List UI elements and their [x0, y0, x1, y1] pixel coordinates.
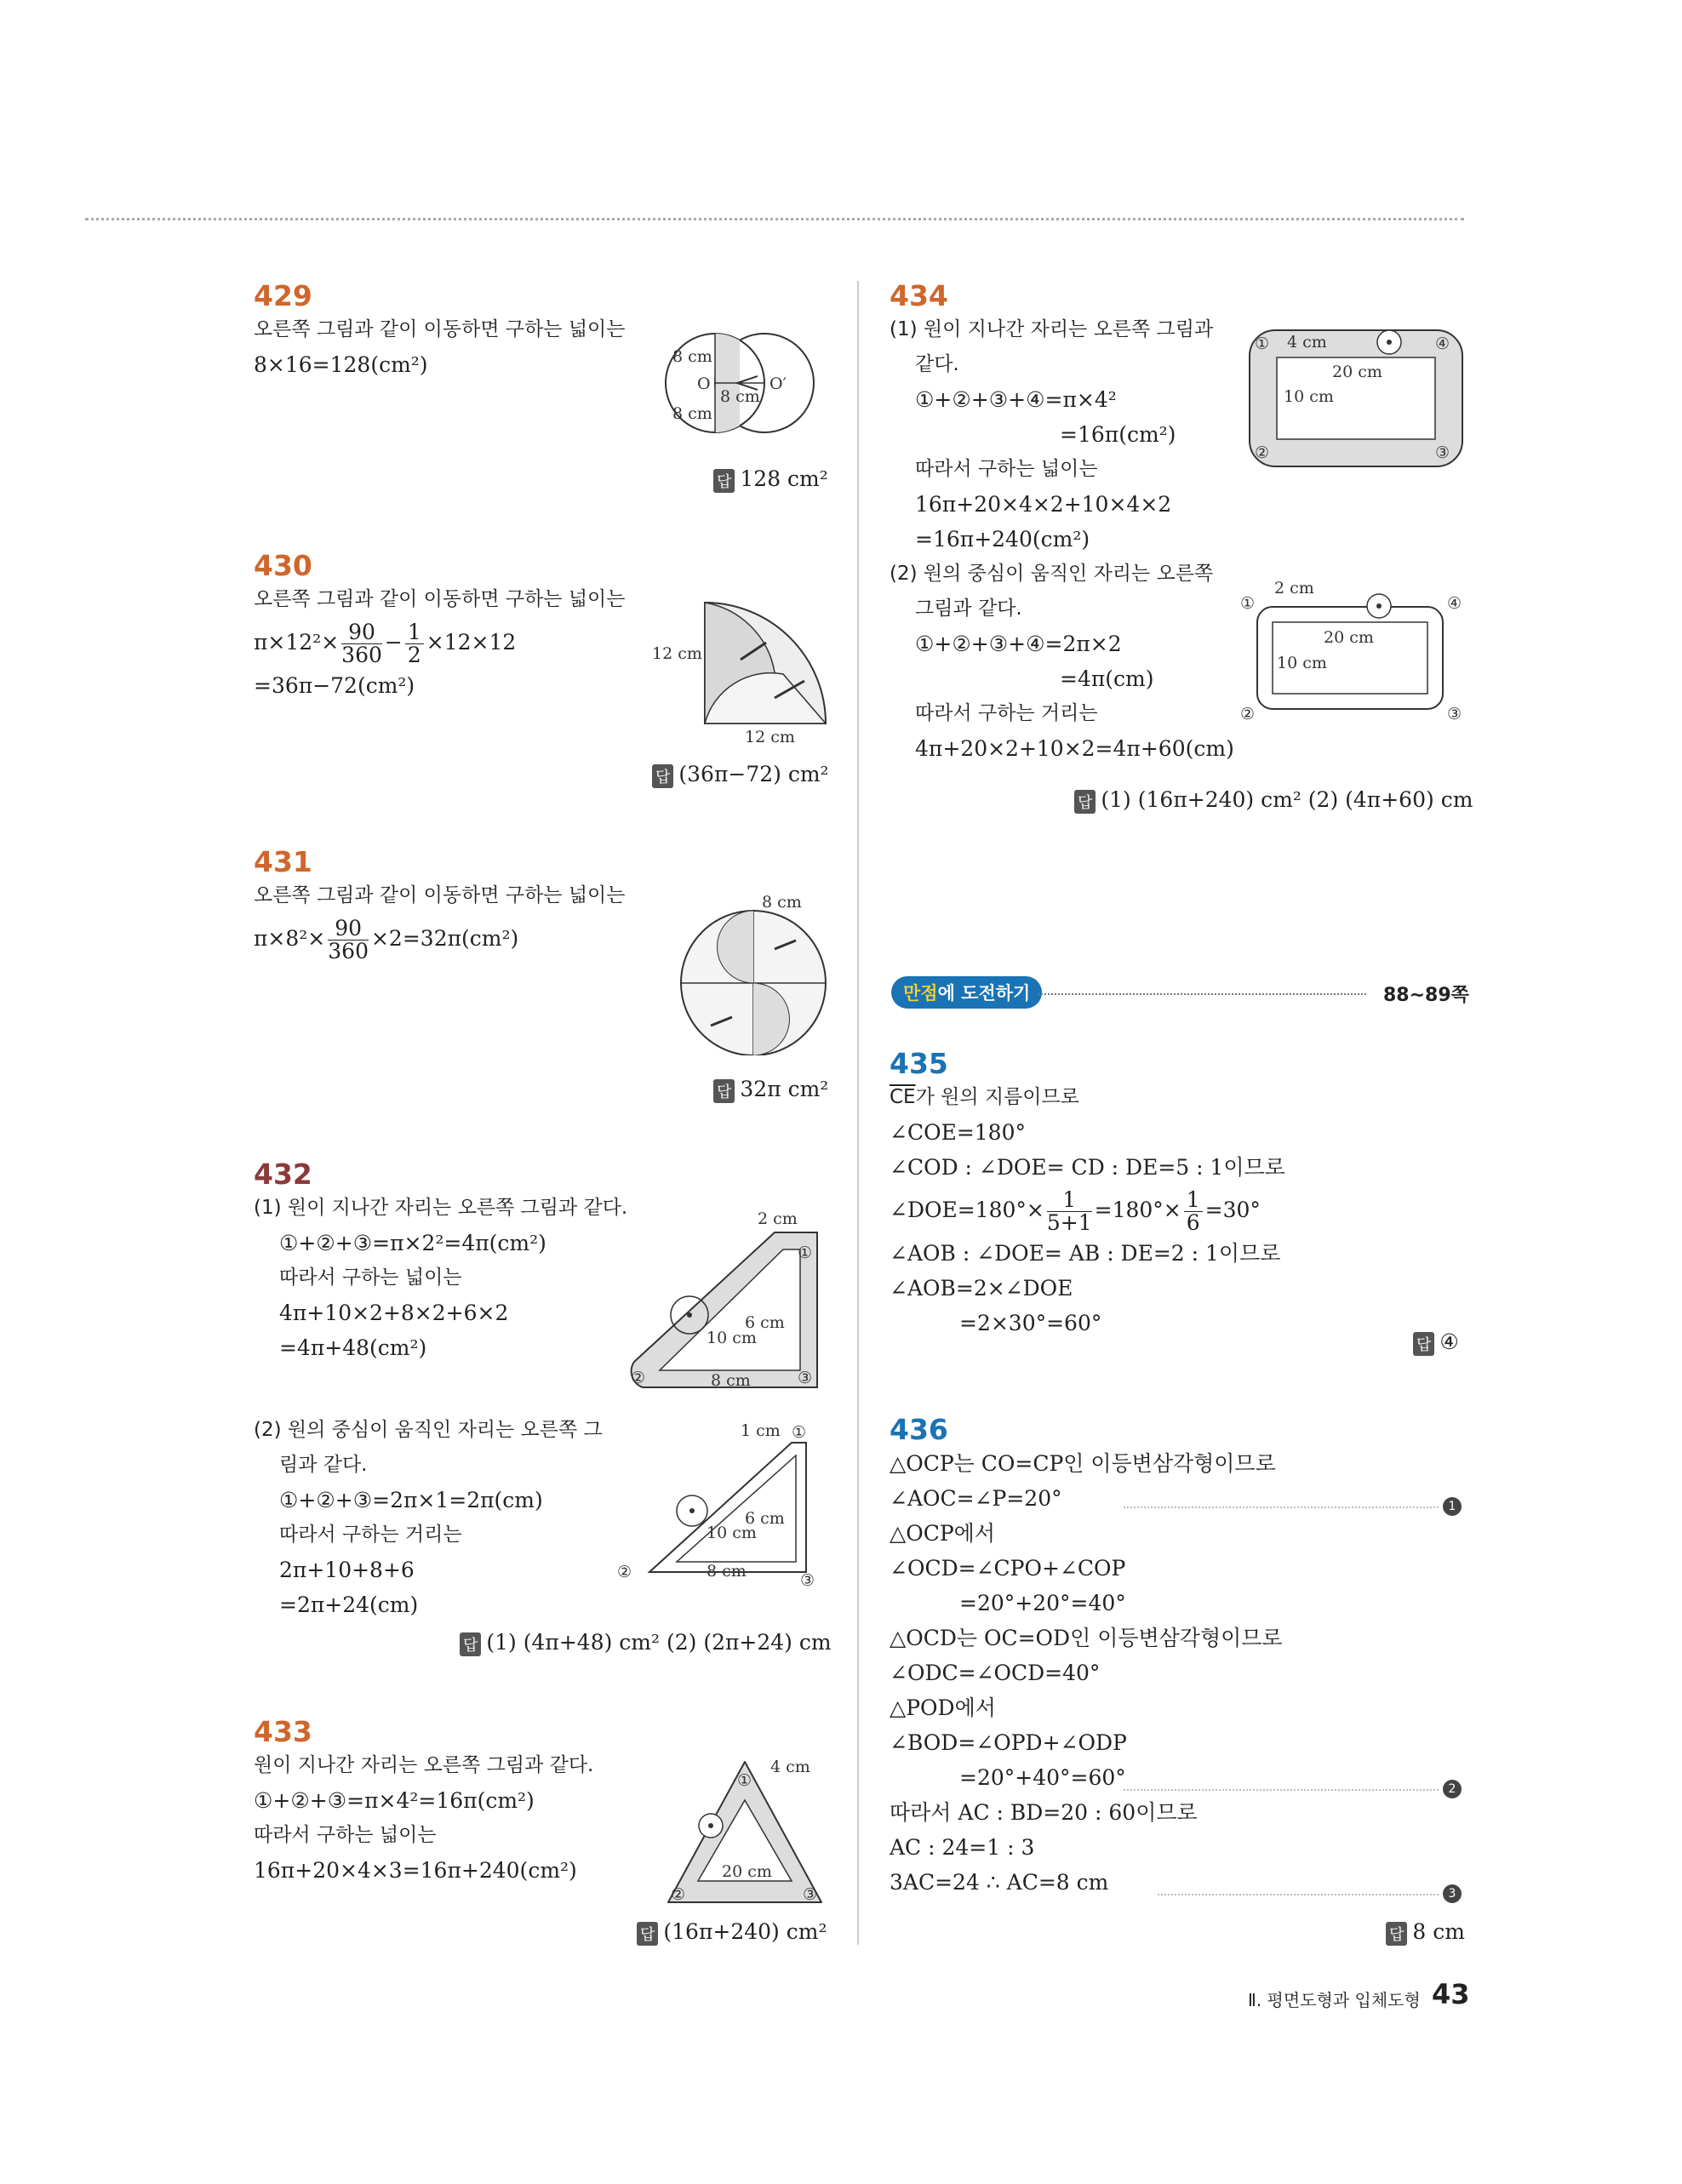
expr: ×2=32π(cm²): [370, 926, 519, 951]
text-line: 4π+10×2+8×2+6×2: [279, 1301, 509, 1325]
top-rule: [85, 218, 1464, 220]
label-6cm: 6 cm: [745, 1313, 785, 1332]
problem-432-part2: [254, 1413, 603, 1622]
problem-433: [254, 1715, 593, 1888]
text-line: 따라서 구하는 넓이는: [254, 1824, 437, 1846]
frac-num: 1: [1184, 1189, 1203, 1212]
problem-number: 434: [890, 279, 948, 312]
problem-432: [254, 1158, 627, 1365]
text-line: 따라서 구하는 거리는: [279, 1524, 462, 1546]
region-3: ③: [798, 1369, 813, 1387]
region-3: ③: [1447, 705, 1462, 723]
problem-434: [890, 279, 1234, 766]
step-mark-1: 1: [1443, 1497, 1462, 1516]
problem-number: 430: [254, 549, 312, 582]
problem-430: [254, 549, 625, 703]
answer-text: 8 cm: [1412, 1919, 1465, 1944]
text-line: ∠COD : ∠DOE= CD : DE=5 : 1이므로: [890, 1155, 1285, 1180]
text-line: 2π+10+8+6: [279, 1558, 415, 1582]
text-line: ①+②+③=2π×1=2π(cm): [279, 1488, 543, 1512]
step-leader: [1124, 1789, 1439, 1791]
answer-label: 답: [460, 1632, 481, 1656]
text-line: [890, 1080, 1285, 1115]
region-1: ①: [792, 1423, 807, 1442]
region-1: ①: [798, 1244, 813, 1262]
problem-number: 432: [254, 1158, 312, 1191]
label-12cm: 12 cm: [745, 728, 795, 746]
text-line: 림과 같다.: [279, 1454, 368, 1476]
frac-num: 90: [328, 918, 369, 940]
text-line: 8×16=128(cm²): [254, 352, 428, 377]
text-line: 따라서 구하는 넓이는: [915, 458, 1098, 480]
label-12cm: 12 cm: [652, 644, 702, 663]
expr: −: [384, 630, 403, 655]
answer-text: (1) (4π+48) cm² (2) (2π+24) cm: [486, 1630, 832, 1655]
label-20cm: 20 cm: [1332, 363, 1382, 381]
badge-text: 에 도전하기: [937, 983, 1031, 1003]
region-3: ③: [1435, 443, 1450, 462]
text-line: 같다.: [915, 353, 959, 375]
expr: π×12²×: [254, 630, 340, 655]
figure-434-2: [1239, 575, 1468, 728]
text-line: =2π+24(cm): [279, 1592, 419, 1617]
label-20cm: 20 cm: [1324, 628, 1374, 647]
region-3: ③: [803, 1885, 818, 1904]
text-line: =2×30°=60°: [959, 1311, 1102, 1335]
region-4: ④: [1435, 334, 1450, 353]
page-number: 43: [1432, 1978, 1470, 2010]
text-line: 원이 지나간 자리는 오른쪽 그림과 같다.: [254, 1754, 594, 1776]
segment: $\overline{CE}$: [890, 1086, 916, 1108]
region-2: ②: [631, 1369, 646, 1387]
text-line: ①+②+③+④=2π×2: [915, 632, 1122, 656]
frac-num: 90: [341, 621, 382, 644]
frac-den: 6: [1186, 1210, 1200, 1235]
text-line: (1) 원이 지나간 자리는 오른쪽 그림과: [890, 318, 1214, 340]
label-O-prime: O′: [769, 374, 787, 393]
label-8cm: 8 cm: [711, 1371, 751, 1390]
text-line: ∠AOB=2×∠DOE: [890, 1276, 1073, 1301]
text-line: ∠OCD=∠CPO+∠COP: [890, 1556, 1126, 1581]
expr: =180°×: [1094, 1198, 1181, 1222]
footer-chapter: Ⅱ. 평면도형과 입체도형: [1248, 1990, 1421, 2010]
text-line: =16π+240(cm²): [915, 527, 1090, 552]
frac-den: 360: [328, 939, 369, 963]
label-1cm: 1 cm: [741, 1421, 781, 1440]
step-leader: [1158, 1894, 1439, 1895]
label-8cm: 8 cm: [720, 387, 760, 406]
label-10cm: 10 cm: [1277, 654, 1327, 672]
text-line: 오른쪽 그림과 같이 이동하면 구하는 넓이는: [254, 884, 626, 906]
step-leader: [1124, 1507, 1439, 1508]
step-mark-2: 2: [1443, 1780, 1462, 1798]
section-badge: [891, 976, 1042, 1009]
text-line: 16π+20×4×3=16π+240(cm²): [254, 1858, 577, 1883]
problem-number: 433: [254, 1715, 312, 1748]
text-line: △OCD는 OC=OD인 이등변삼각형이므로: [890, 1626, 1283, 1650]
text-line: △OCP에서: [890, 1521, 995, 1546]
label-O: O: [697, 374, 711, 393]
expr: ×12×12: [426, 630, 517, 655]
text-line: ∠BOD=∠OPD+∠ODP: [890, 1730, 1127, 1755]
problem-431: [254, 845, 625, 964]
problem-number: 436: [890, 1413, 948, 1446]
label-4cm: 4 cm: [1287, 333, 1327, 352]
text-line: AC : 24=1 : 3: [890, 1835, 1035, 1860]
answer-432: [460, 1630, 832, 1656]
answer-text: (1) (16π+240) cm² (2) (4π+60) cm: [1101, 787, 1473, 812]
region-3: ③: [800, 1571, 815, 1587]
label-8cm: 8 cm: [672, 347, 712, 366]
text-line: 그림과 같다.: [915, 597, 1022, 620]
text-line: ∠AOC=∠P=20°: [890, 1486, 1062, 1511]
figure-430: [647, 596, 834, 749]
answer-label: 답: [713, 1079, 735, 1103]
region-2: ②: [1240, 705, 1256, 723]
text-line: 오른쪽 그림과 같이 이동하면 구하는 넓이는: [254, 318, 626, 340]
section-pages: 88~89쪽: [1383, 985, 1469, 1006]
label-8cm: 8 cm: [762, 894, 802, 912]
answer-text: (16π+240) cm²: [663, 1919, 827, 1944]
figure-432-1: [617, 1209, 834, 1404]
label-10cm: 10 cm: [707, 1524, 757, 1542]
text-line: ∠ODC=∠OCD=40°: [890, 1661, 1101, 1685]
answer-433: [637, 1919, 827, 1946]
problem-436: [890, 1413, 1283, 1900]
answer-434: [1074, 787, 1473, 814]
text-line: (1) 원이 지나간 자리는 오른쪽 그림과 같다.: [254, 1197, 628, 1219]
answer-label: 답: [637, 1922, 658, 1946]
label-20cm: 20 cm: [722, 1862, 772, 1881]
text-line: ∠COE=180°: [890, 1120, 1026, 1145]
figure-432-2: [617, 1417, 834, 1587]
problem-number: 435: [890, 1047, 948, 1080]
section-rule: [1038, 993, 1366, 995]
region-2: ②: [617, 1563, 632, 1581]
answer-431: [713, 1077, 828, 1103]
answer-435: [1413, 1329, 1459, 1356]
answer-429: [713, 466, 828, 493]
column-divider: [857, 281, 859, 1945]
text-line: 3AC=24 ∴ AC=8 cm: [890, 1870, 1109, 1895]
text-line: ∠AOB : ∠DOE= AB : DE=2 : 1이므로: [890, 1241, 1281, 1266]
text-line: [890, 1185, 1285, 1236]
answer-label: 답: [1074, 790, 1096, 814]
text-line: =4π+48(cm²): [279, 1335, 427, 1360]
answer-text: ④: [1439, 1329, 1459, 1354]
region-2: ②: [671, 1885, 686, 1904]
region-1: ①: [1240, 594, 1256, 613]
text-line: =20°+40°=60°: [959, 1765, 1126, 1790]
answer-label: 답: [1413, 1332, 1434, 1356]
text-line: =20°+20°=40°: [959, 1591, 1126, 1615]
frac-den: 2: [407, 643, 421, 667]
text-line: ①+②+③=π×4²=16π(cm²): [254, 1788, 535, 1813]
label-8cm: 8 cm: [672, 404, 712, 423]
label-4cm: 4 cm: [770, 1758, 810, 1776]
text-line: 따라서 구하는 거리는: [915, 702, 1098, 724]
problem-429: [254, 279, 625, 382]
label-10cm: 10 cm: [707, 1329, 757, 1347]
label-10cm: 10 cm: [1284, 387, 1334, 406]
frac-num: 1: [1047, 1189, 1092, 1212]
answer-text: (36π−72) cm²: [678, 762, 829, 786]
answer-430: [652, 762, 829, 788]
problem-number: 429: [254, 279, 312, 312]
figure-434-1: [1243, 323, 1468, 468]
step-mark-3: 3: [1443, 1884, 1462, 1903]
region-1: ①: [1255, 334, 1270, 353]
label-2cm: 2 cm: [1274, 579, 1314, 597]
text-line: 오른쪽 그림과 같이 이동하면 구하는 넓이는: [254, 588, 626, 610]
text-line: △POD에서: [890, 1695, 996, 1720]
expr: =30°: [1204, 1198, 1261, 1222]
text-line: (2) 원의 중심이 움직인 자리는 오른쪽 그: [254, 1419, 603, 1441]
text-line: △OCP는 CO=CP인 이등변삼각형이므로: [890, 1451, 1276, 1476]
region-4: ④: [1447, 594, 1462, 613]
figure-429: [655, 323, 826, 443]
text-line: ①+②+③=π×2²=4π(cm²): [279, 1231, 546, 1255]
text-line: [254, 617, 625, 668]
answer-label: 답: [652, 764, 673, 788]
text-line: 따라서 AC : BD=20 : 60이므로: [890, 1800, 1198, 1825]
text-line: 따라서 구하는 넓이는: [279, 1266, 462, 1289]
label-6cm: 6 cm: [745, 1509, 785, 1528]
text-line: 4π+20×2+10×2=4π+60(cm): [915, 736, 1234, 761]
expr: ∠DOE=180°×: [890, 1198, 1044, 1222]
text-line: =16π(cm²): [1060, 422, 1176, 447]
problem-number: 431: [254, 845, 312, 878]
answer-label: 답: [1386, 1922, 1407, 1946]
expr: π×8²×: [254, 926, 326, 951]
answer-text: 32π cm²: [740, 1077, 829, 1101]
figure-433: [664, 1753, 834, 1915]
frac-num: 1: [405, 621, 424, 644]
label-2cm: 2 cm: [758, 1209, 798, 1228]
frac-den: 5+1: [1046, 1210, 1092, 1235]
text-line: =36π−72(cm²): [254, 673, 415, 698]
problem-435: [890, 1047, 1285, 1341]
text-line: (2) 원의 중심이 움직인 자리는 오른쪽: [890, 563, 1214, 585]
answer-label: 답: [713, 469, 735, 493]
text-line: 16π+20×4×2+10×4×2: [915, 492, 1172, 517]
text-line: =4π(cm): [1060, 666, 1154, 691]
answer-text: 128 cm²: [740, 466, 828, 491]
figure-431: [672, 894, 834, 1055]
text-line: ①+②+③+④=π×4²: [915, 387, 1117, 412]
region-2: ②: [1255, 443, 1270, 462]
text: 가 원의 지름이므로: [915, 1086, 1079, 1108]
text-line: [254, 913, 625, 964]
frac-den: 360: [341, 643, 382, 667]
label-8cm: 8 cm: [707, 1562, 747, 1581]
badge-highlight: 만점: [903, 983, 938, 1003]
answer-436: [1386, 1919, 1465, 1946]
region-1: ①: [737, 1771, 752, 1790]
